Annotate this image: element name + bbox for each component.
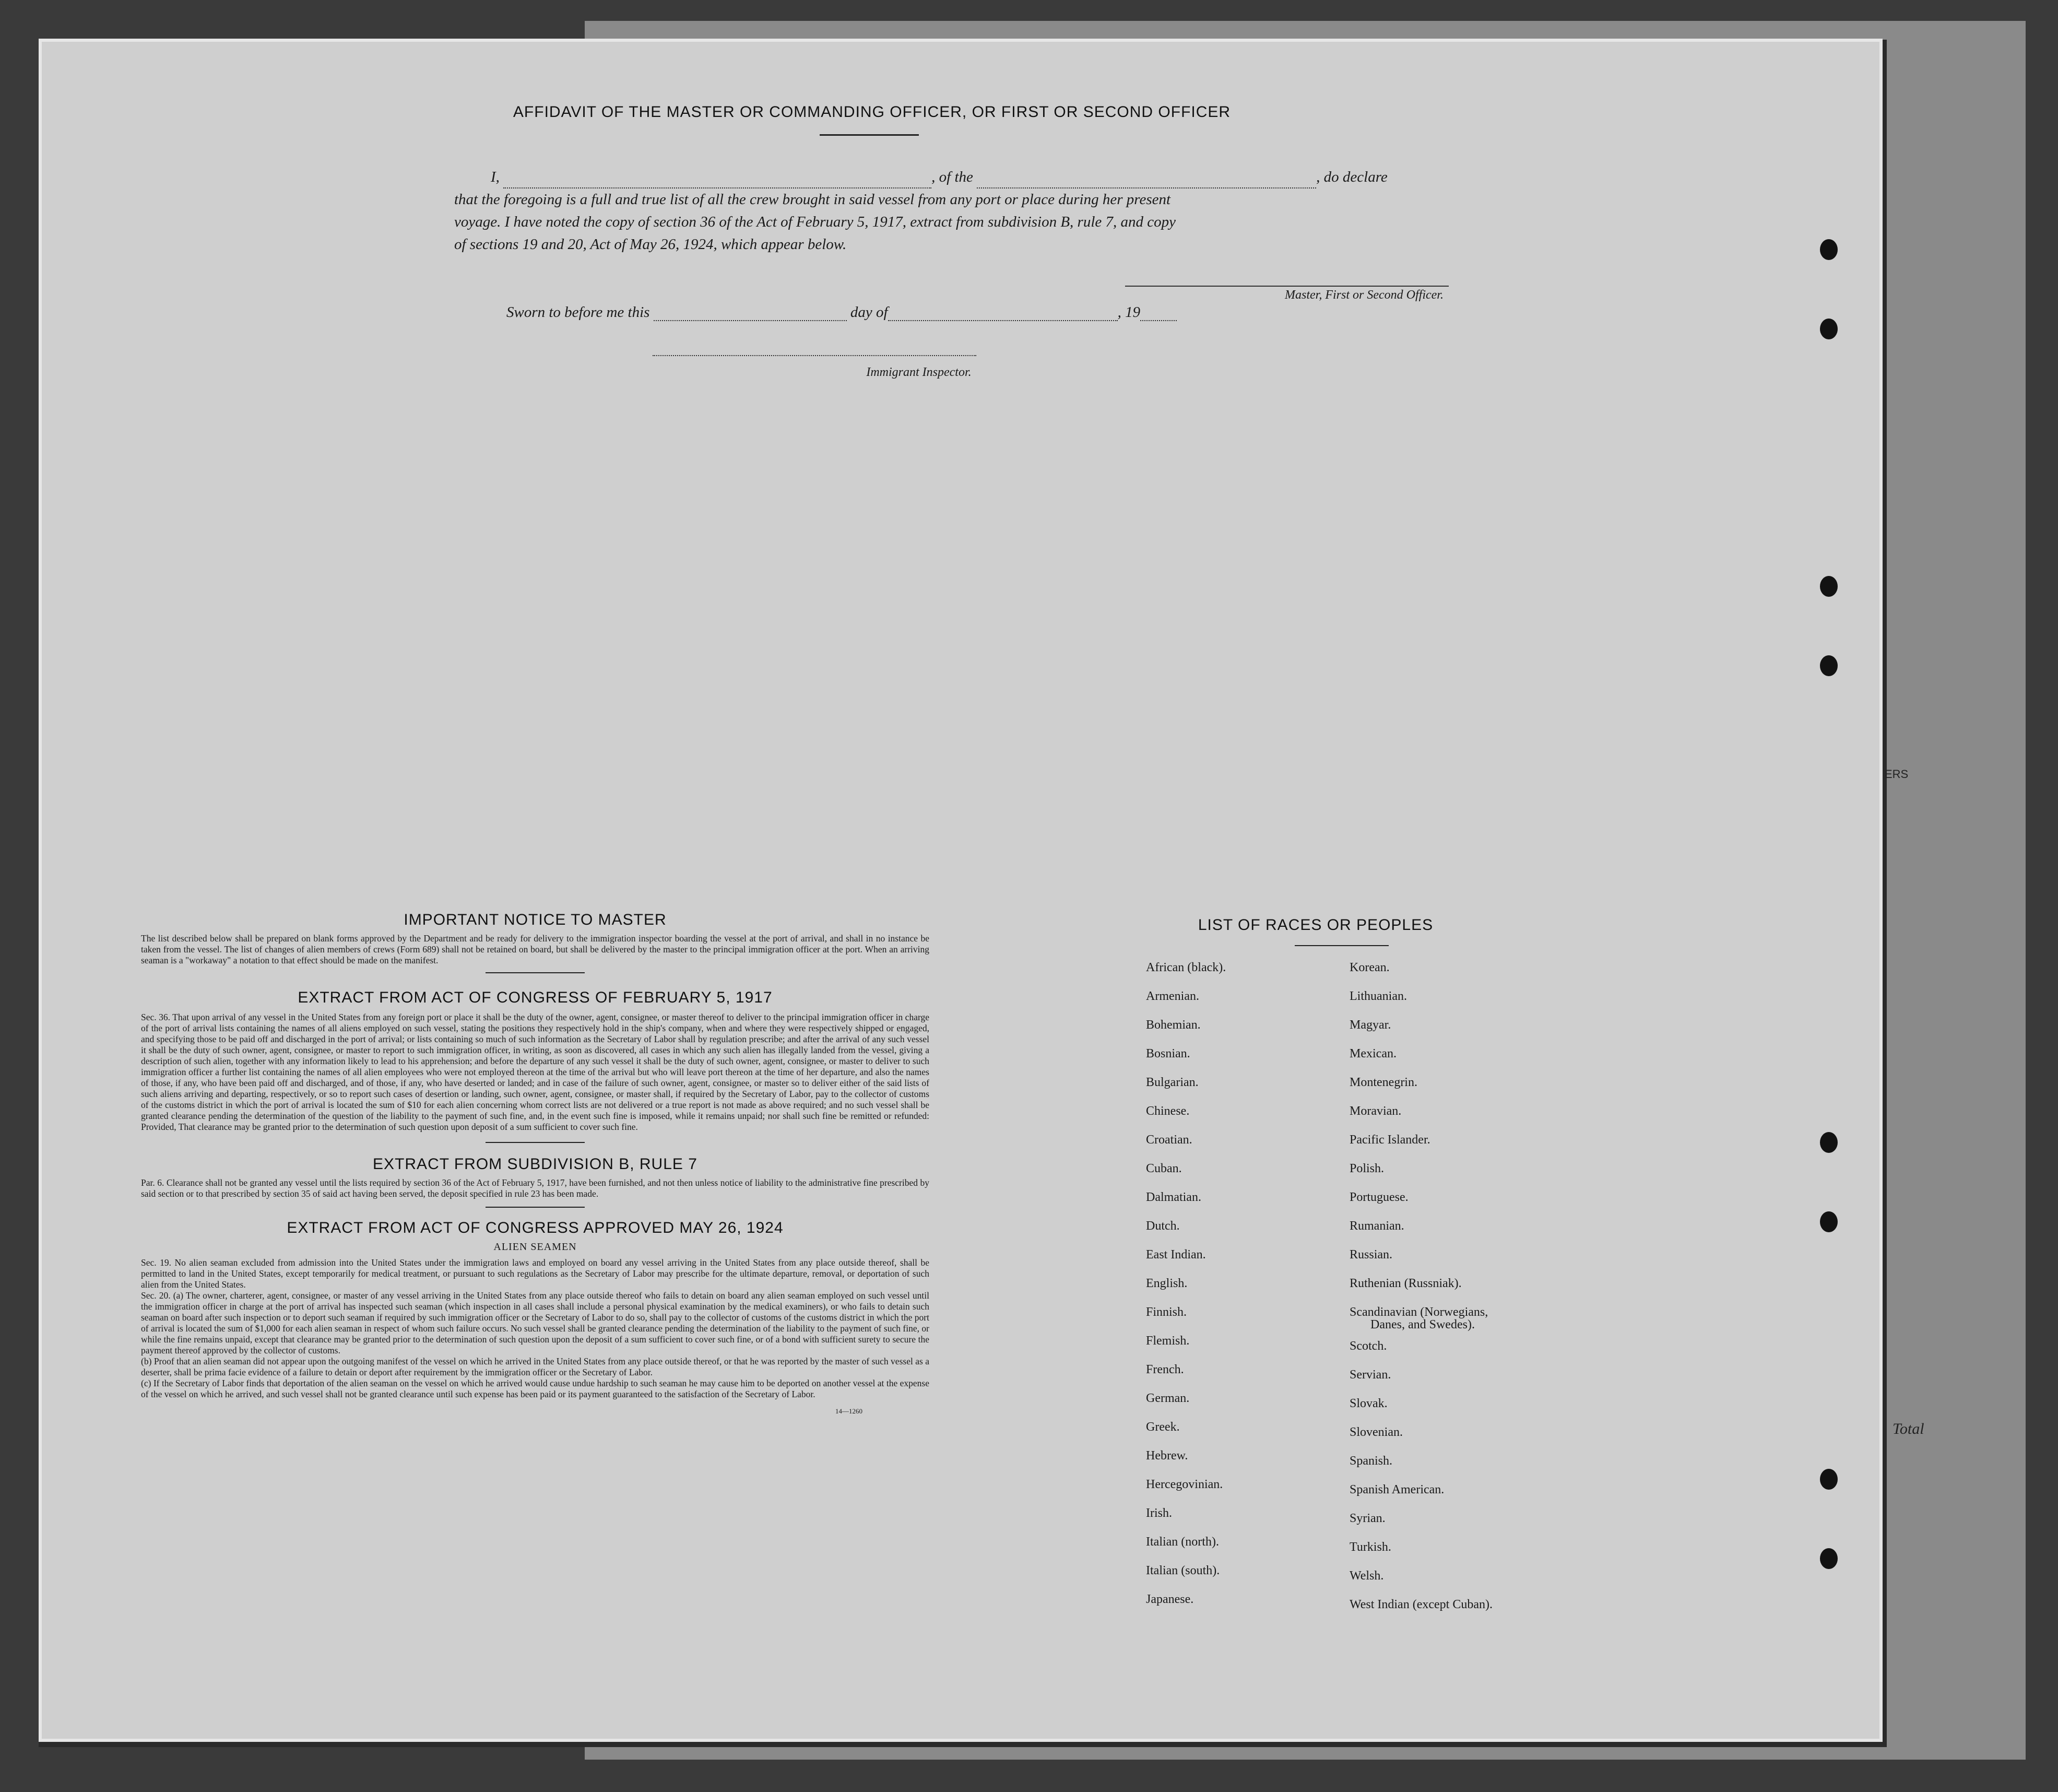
punch-hole — [1820, 1548, 1838, 1569]
races-title: LIST OF RACES OR PEOPLES — [1198, 916, 1434, 934]
race-item: Syrian. — [1350, 1512, 1386, 1525]
affidavit-title: AFFIDAVIT OF THE MASTER OR COMMANDING OFFICER, OR FIRST OR SECOND OFFICER — [513, 103, 1231, 121]
punch-hole — [1820, 1469, 1838, 1490]
race-item: Chinese. — [1146, 1104, 1190, 1118]
vessel-blank[interactable] — [977, 176, 1316, 188]
sworn-line — [506, 304, 1177, 321]
race-item: Turkish. — [1350, 1540, 1391, 1554]
race-item: French. — [1146, 1363, 1184, 1376]
race-item: Slovenian. — [1350, 1425, 1403, 1439]
race-item: Lithuanian. — [1350, 989, 1407, 1003]
affidavit-of-the: , of the — [931, 169, 973, 185]
sec20b-text: (b) Proof that an alien seaman did not appear upon the outgoing manifest of the vessel on which he arrived in the United States from any place outside thereof, or that he was reported by the master of such vessel as a deserter, shall be prima facie evidence of a failure to detain or deport after requirement by the immigration officer or the Secretary of Labor. — [141, 1356, 929, 1377]
punch-hole — [1820, 239, 1838, 260]
extract-rule7-text: Par. 6. Clearance shall not be granted any vessel until the lists required by section 36 of the Act of February 5, 1917, have been furnished, and not then unless notice of liability to the administrative fine prescribed by said section or to that prescribed by section 35 of said act having been served, the deposit specified in rule 23 has been made. — [141, 1177, 929, 1199]
race-item: Magyar. — [1350, 1018, 1391, 1032]
race-item: Montenegrin. — [1350, 1076, 1417, 1089]
extract-1917-rule — [486, 1142, 585, 1143]
races-left-list — [1146, 961, 1350, 1660]
affidavit-line-4: of sections 19 and 20, Act of May 26, 1924, which appear below. — [454, 236, 847, 253]
races-right-list — [1350, 961, 1590, 1660]
extract-rule7-rule — [486, 1207, 585, 1208]
day-of-label: day of — [850, 304, 888, 321]
race-item: Rumanian. — [1350, 1219, 1404, 1233]
sworn-day-blank[interactable] — [654, 309, 847, 321]
sec20a-text: Sec. 20. (a) The owner, charterer, agent, consignee, or master of any vessel arriving in the United States from any place outside thereof who fails to detain on board any alien seaman employed on such vessel until the immigration officer in charge at the port of arrival has inspected such seaman (which inspection in all cases shall include a personal physical examination by the medical examiners), or who fails to detain such seaman on board after such inspection or to deport such seaman if required by such immigration officer or the Secretary of Labor to do so, shall pay to the collector of customs of the customs district in which the port of arrival is located the sum of $1,000 for each alien seaman in respect of whom such failure occurs. No such vessel shall be granted clearance pending the determination of the liability to the payment of such fine, or while the fine remains unpaid, except that clearance may be granted prior to the determination of such question upon the deposit of a sum sufficient to cover such fine, or of a bond with sufficient surety to secure the payment thereof approved by the collector of customs. — [141, 1290, 929, 1355]
affidavit-title-rule — [820, 134, 919, 136]
affidavit-body — [454, 166, 1493, 256]
sec20c-text: (c) If the Secretary of Labor finds that deportation of the alien seaman on the vessel on which he arrived would cause undue hardship to such seaman he may cause him to be deported on another vessel at the expense of the vessel on which he arrived, and such vessel shall not be granted clearance until such expense has been paid or its payment guaranteed to the satisfaction of the Secretary of Labor. — [141, 1378, 929, 1399]
race-item: Italian (south). — [1146, 1564, 1220, 1577]
race-item: Pacific Islander. — [1350, 1133, 1430, 1147]
race-item: Japanese. — [1146, 1593, 1194, 1606]
race-item: Hebrew. — [1146, 1449, 1188, 1463]
left-column — [141, 911, 929, 1416]
extract-1917-text: Sec. 36. That upon arrival of any vessel in the United States from any foreign port or place it shall be the duty of the owner, agent, consignee, or master thereof to deliver to the principal immigration officer in charge of the port of arrival lists containing the names of all aliens employed on such vessel, stating the positions they respectively hold in the ship's company, when and where they were respectively shipped or engaged, and specifying those to be paid off and discharged in the port of arrival; or lists containing so much of such information as the Secretary of Labor shall by regulation prescribe; and after the arrival of any such vessel it shall be the duty of such owner, agent, consignee, or master to report to such immigration officer, in writing, as soon as discovered, all cases in which any such alien has illegally landed from the vessel, giving a description of such alien, together with any information likely to lead to his apprehension; and before the departure of any such vessel it shall be the duty of such owner, agent, consignee, or master to deliver to such immigration officer a further list containing the names of all alien employees who were not employed thereon at the time of the arrival but who will leave port thereon at the time of her departure, and also the names of those, if any, who have been paid off and discharged, and of those, if any, who have deserted or landed; and in case of the failure of such owner, agent, consignee, or master so to deliver either of the said lists of such aliens arriving and departing, respectively, or so to report such cases of desertion or landing, such owner, agent, consignee, or master shall, if required by the Secretary of Labor, pay to the collector of customs of the customs district in which the port of arrival is located the sum of $10 for each alien concerning whom correct lists are not delivered or a true report is not made as above required; and no such vessel shall be granted clearance pending the determination of the question of the liability to the payment of such fine, and, in the event such fine is imposed, while it remains unpaid; nor shall such fine be remitted or refunded: Provided, That clearance may be granted prior to the determination of such question upon deposit of a sum sufficient to cover such fine. — [141, 1012, 929, 1132]
master-signature-line[interactable] — [1125, 274, 1449, 287]
race-item: Bulgarian. — [1146, 1076, 1199, 1089]
race-item: West Indian (except Cuban). — [1350, 1598, 1493, 1611]
extract-rule7-title: EXTRACT FROM SUBDIVISION B, RULE 7 — [373, 1156, 697, 1173]
race-item-continuation: Danes, and Swedes). — [1370, 1318, 1475, 1331]
race-item: Servian. — [1350, 1368, 1391, 1382]
race-item: African (black). — [1146, 961, 1226, 974]
race-item: Portuguese. — [1350, 1190, 1409, 1204]
race-item: Polish. — [1350, 1162, 1385, 1175]
sworn-month-blank[interactable] — [888, 309, 1118, 321]
race-item: Italian (north). — [1146, 1535, 1219, 1549]
race-item: Welsh. — [1350, 1569, 1384, 1583]
inspector-signature-line[interactable] — [653, 355, 976, 356]
notice-title: IMPORTANT NOTICE TO MASTER — [404, 911, 667, 928]
race-item: Flemish. — [1146, 1334, 1190, 1348]
master-signature-label: Master, First or Second Officer. — [1285, 288, 1444, 302]
race-item: Dalmatian. — [1146, 1190, 1201, 1204]
form-number: 14—1260 — [835, 1407, 862, 1415]
sworn-label: Sworn to before me this — [506, 304, 650, 321]
race-item: Ruthenian (Russniak). — [1350, 1277, 1462, 1290]
race-item: Moravian. — [1350, 1104, 1402, 1118]
race-item: Scotch. — [1350, 1339, 1387, 1353]
sec19-text: Sec. 19. No alien seaman excluded from admission into the United States under the immigration laws and employed on board any vessel arriving in the United States from any place outside thereof, shall be permitted to land in the United States, except temporarily for medical treatment, or pursuant to such regulations as the Secretary of Labor may prescribe for the ultimate departure, removal, or deportation of such alien from the United States. — [141, 1257, 929, 1290]
edge-ers-label: ERS — [1885, 768, 1909, 781]
alien-seamen-subtitle: ALIEN SEAMEN — [493, 1241, 577, 1253]
punch-hole — [1820, 1132, 1838, 1153]
race-item: Armenian. — [1146, 989, 1199, 1003]
affidavit-line-2: that the foregoing is a full and true list of all the crew brought in said vessel from any port or place during her present — [454, 191, 1171, 208]
race-item: Croatian. — [1146, 1133, 1192, 1147]
extract-1917-title: EXTRACT FROM ACT OF CONGRESS OF FEBRUARY 5, 1917 — [298, 989, 773, 1006]
affidavit-line-1 — [454, 166, 1493, 188]
race-item: Cuban. — [1146, 1162, 1182, 1175]
punch-hole — [1820, 319, 1838, 339]
race-item: Bohemian. — [1146, 1018, 1201, 1032]
affidavit-i: I, — [491, 169, 500, 185]
punch-hole — [1820, 576, 1838, 597]
edge-total-label: Total — [1893, 1420, 1924, 1437]
race-item: Irish. — [1146, 1506, 1172, 1520]
notice-text: The list described below shall be prepared on blank forms approved by the Department and be ready for delivery to the immigration inspector boarding the vessel at the port of arrival, and shall in no instance be taken from the vessel. The list of changes of alien members of crews (Form 689) shall not be retained on board, but shall be delivered by the master to the principal immigration officer at the port. When an arriving seaman is a "workaway" a notation to that effect should be made on the manifest. — [141, 933, 929, 965]
name-blank[interactable] — [503, 176, 931, 188]
form-page — [42, 42, 1879, 1739]
race-item: German. — [1146, 1392, 1190, 1405]
race-item: Russian. — [1350, 1248, 1393, 1262]
punch-hole — [1820, 655, 1838, 676]
race-item: English. — [1146, 1277, 1188, 1290]
race-item: Finnish. — [1146, 1305, 1187, 1319]
race-item: Scandinavian (Norwegians, — [1350, 1305, 1488, 1319]
year-label: , 19 — [1117, 304, 1141, 321]
affidavit-line-3: voyage. I have noted the copy of section 36 of the Act of February 5, 1917, extract from subdivision B, rule 7, and copy — [454, 214, 1176, 230]
race-item: East Indian. — [1146, 1248, 1206, 1262]
extract-1924-title: EXTRACT FROM ACT OF CONGRESS APPROVED MAY 26, 1924 — [287, 1219, 784, 1236]
race-item: Mexican. — [1350, 1047, 1397, 1060]
inspector-label: Immigrant Inspector. — [866, 366, 972, 379]
race-item: Hercegovinian. — [1146, 1478, 1223, 1491]
punch-hole — [1820, 1211, 1838, 1232]
race-item: Slovak. — [1350, 1397, 1388, 1410]
notice-rule — [486, 972, 585, 973]
races-rule — [1295, 945, 1389, 946]
affidavit-do-declare: , do declare — [1316, 169, 1388, 185]
race-item: Bosnian. — [1146, 1047, 1190, 1060]
race-item: Korean. — [1350, 961, 1390, 974]
race-item: Greek. — [1146, 1420, 1180, 1434]
race-item: Dutch. — [1146, 1219, 1180, 1233]
race-item: Spanish American. — [1350, 1483, 1445, 1496]
race-item: Spanish. — [1350, 1454, 1393, 1468]
sworn-year-blank[interactable] — [1140, 309, 1177, 321]
